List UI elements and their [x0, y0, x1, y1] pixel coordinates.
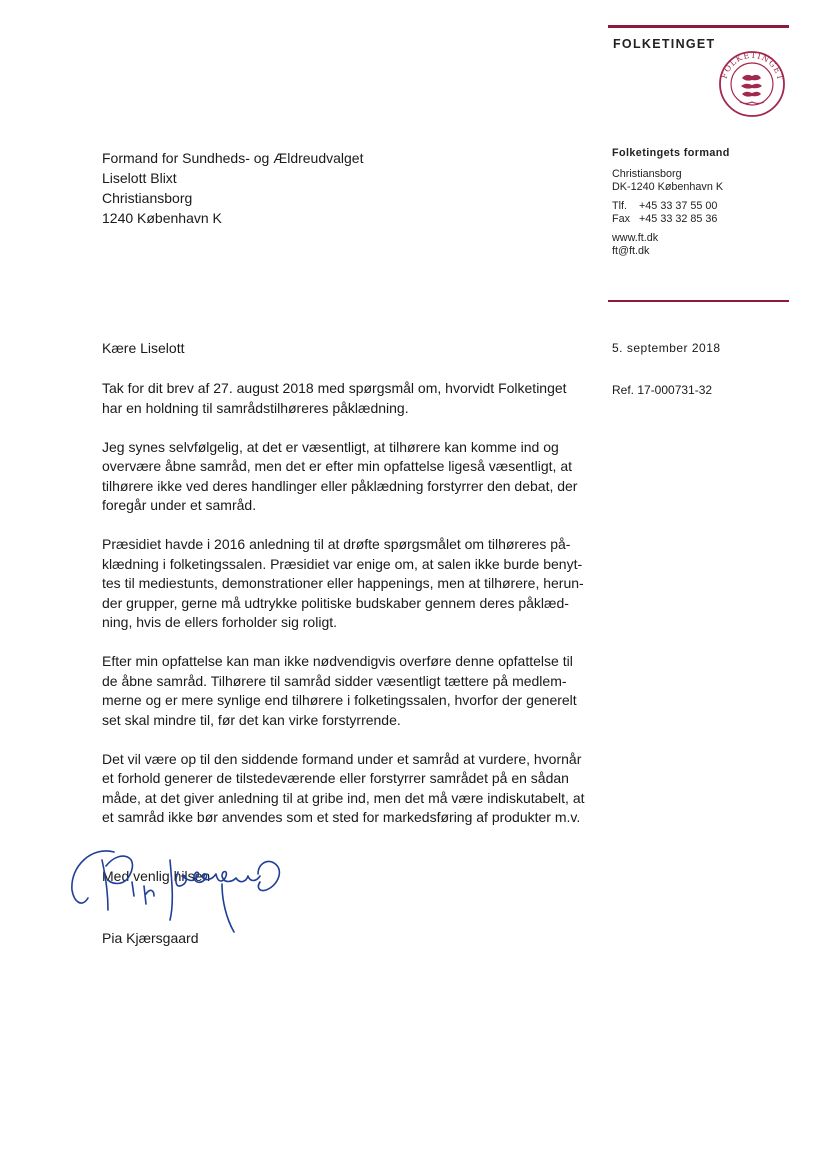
body-line: måde, at det giver anledning til at gribe ind, men det må være indiskutabelt, at	[102, 789, 585, 806]
body-line: merne og er mere synlige end tilhørere i folketingssalen, hvorfor der generelt	[102, 692, 577, 708]
letterhead-top-rule	[608, 25, 789, 28]
handwritten-signature	[62, 838, 312, 958]
fax-label: Fax	[612, 213, 630, 225]
letter-date: 5. september 2018	[612, 341, 721, 355]
paragraph	[102, 750, 602, 828]
body-line: klædning i folketingssalen. Præsidiet var enige om, at salen ikke burde benyt-	[102, 555, 583, 572]
letterhead-divider-rule	[608, 300, 789, 302]
recipient-line: Christiansborg	[102, 190, 193, 206]
seal-lettering: FOLKETINGET	[719, 50, 785, 82]
fax-number: +45 33 32 85 36	[639, 213, 718, 225]
letter-reference: Ref. 17-000731-32	[612, 383, 713, 397]
recipient-line: Liselott Blixt	[102, 170, 177, 186]
body-line: der grupper, gerne må udtrykke politiske budskaber gennem deres påklæd-	[102, 594, 569, 611]
sender-phone	[612, 200, 730, 214]
body-line: set skal mindre til, før det kan virke forstyrrende.	[102, 711, 401, 728]
body-line: ning, hvis de ellers forholder sig roligt.	[102, 614, 338, 630]
phone-number: +45 33 37 55 00	[639, 199, 718, 212]
sender-block	[612, 147, 730, 259]
letterhead-org: FOLKETINGET	[613, 37, 716, 51]
body-line: har en holdning til samrådstilhøreres påklædning.	[102, 399, 409, 416]
sender-address-line: DK-1240 København K	[612, 181, 724, 193]
body-line: et forhold generer de tilstedeværende eller forstyrrer samrådet på en sådan	[102, 770, 569, 786]
body-line: tes til mediestunts, demonstrationer eller happenings, men at tilhørere, herun-	[102, 575, 584, 591]
paragraph	[102, 535, 602, 633]
body-line: Tak for dit brev af 27. august 2018 med spørgsmål om, hvorvidt Folketinget	[102, 380, 567, 396]
folketinget-seal-icon	[718, 50, 786, 118]
closing: Med venlig hilsen	[102, 868, 211, 884]
body-line: Efter min opfattelse kan man ikke nødvendigvis overføre denne opfattelse til	[102, 653, 573, 669]
sender-fax	[612, 213, 730, 227]
body-line: Præsidiet havde i 2016 anledning til at drøfte spørgsmålet om tilhøreres på-	[102, 536, 571, 552]
recipient-line: Formand for Sundheds- og Ældreudvalget	[102, 150, 364, 166]
greeting: Kære Liselott	[102, 340, 185, 356]
phone-label: Tlf.	[612, 199, 627, 212]
body-line: et samråd ikke bør anvendes som et sted for markedsføring af produkter m.v.	[102, 809, 581, 825]
body-line: de åbne samråd. Tilhørere til samråd sidder væsentligt tættere på medlem-	[102, 672, 567, 689]
paragraph	[102, 379, 602, 418]
signatory-name: Pia Kjærsgaard	[102, 930, 199, 946]
body-line: foregår under et samråd.	[102, 497, 257, 513]
body-line: overvære åbne samråd, men det er efter min opfattelse ligeså væsentligt, at	[102, 458, 573, 474]
paragraph	[102, 438, 602, 516]
sender-web: www.ft.dk	[612, 231, 659, 244]
paragraph	[102, 652, 602, 730]
recipient-line: 1240 København K	[102, 210, 222, 226]
body-line: Det vil være op til den siddende formand under et samråd at vurdere, hvornår	[102, 750, 582, 767]
sender-address-line: Christiansborg	[612, 167, 682, 180]
sender-email: ft@ft.dk	[612, 245, 650, 257]
letter-body	[102, 379, 602, 847]
sender-title: Folketingets formand	[612, 147, 730, 159]
body-line: tilhørere ikke ved deres handlinger eller påklædning forstyrrer den debat, der	[102, 477, 578, 494]
recipient-address	[102, 148, 363, 228]
body-line: Jeg synes selvfølgelig, at det er væsentligt, at tilhørere kan komme ind og	[102, 438, 559, 455]
